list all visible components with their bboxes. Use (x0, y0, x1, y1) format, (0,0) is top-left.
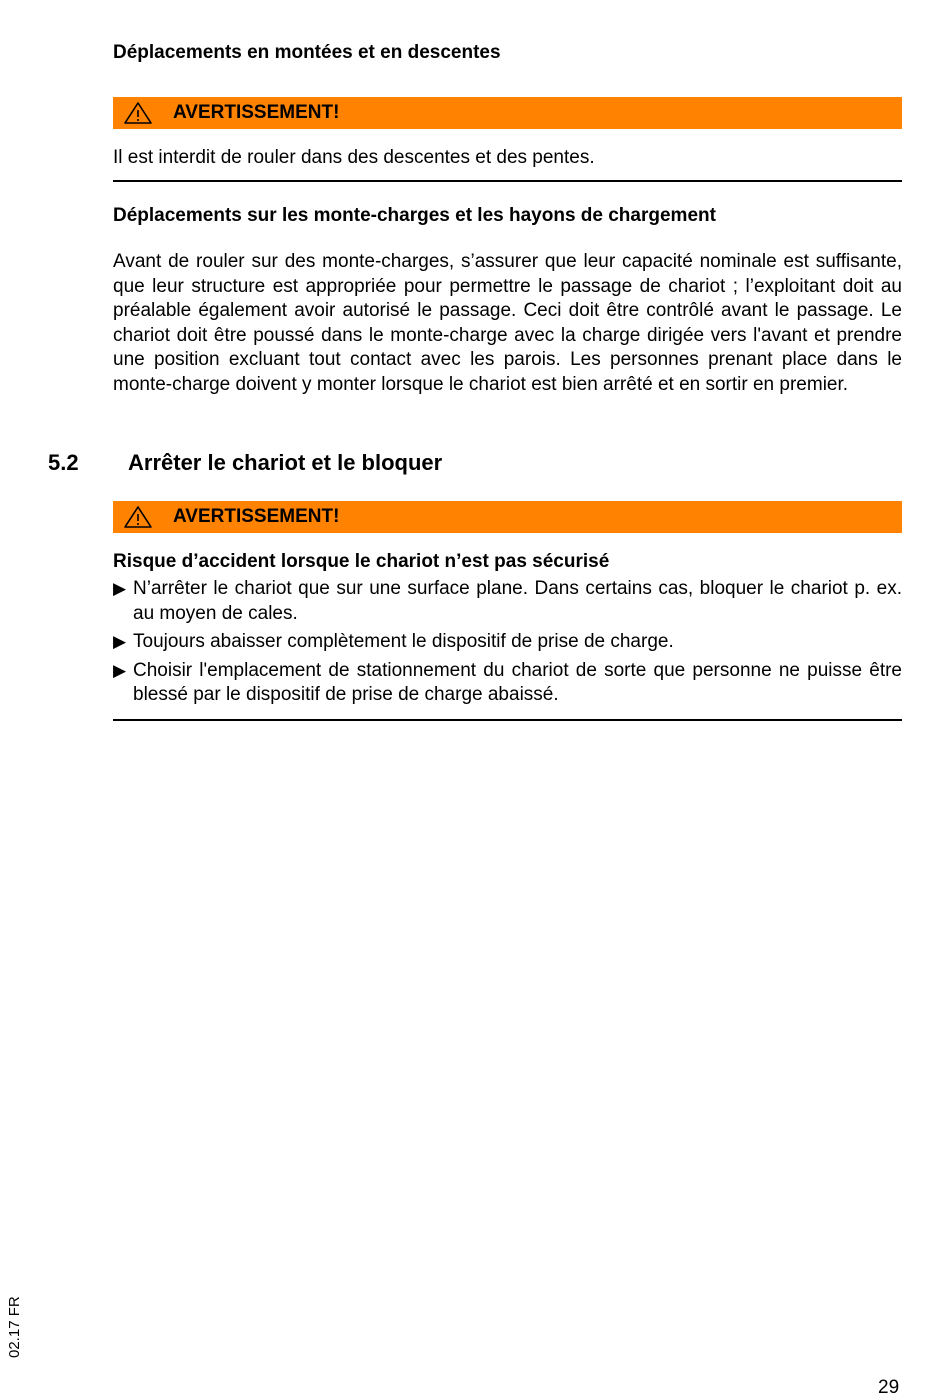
divider (113, 719, 902, 721)
warning-triangle-icon (123, 505, 153, 529)
warning-label: AVERTISSEMENT! (173, 102, 340, 123)
section-title: Arrêter le chariot et le bloquer (128, 450, 443, 475)
page-number: 29 (878, 1377, 900, 1398)
warning-label: AVERTISSEMENT! (173, 506, 340, 527)
heading-montees-descentes: Déplacements en montées et en descentes (113, 42, 501, 63)
bullet-arrow-icon: ▶ (113, 632, 127, 651)
paragraph-container (113, 250, 902, 397)
footer-date: 02.17 FR (6, 1296, 23, 1358)
divider (113, 180, 902, 182)
warning-triangle-icon (123, 101, 153, 125)
list-item-text: Toujours abaisser complètement le dispositif de prise de charge. (133, 631, 674, 652)
list-item (113, 630, 902, 655)
list-item-text: Choisir l'emplacement de stationnement du chariot de sorte que personne ne puisse être blessé par le dispositif de prise de charge abaissé. (133, 659, 902, 705)
risk-heading: Risque d’accident lorsque le chariot n’est pas sécurisé (113, 551, 610, 572)
heading-monte-charges: Déplacements sur les monte-charges et les hayons de chargement (113, 205, 716, 226)
warning-banner-2 (113, 501, 902, 533)
list-item-text: N’arrêter le chariot que sur une surface plane. Dans certains cas, bloquer le chariot p. ex. au moyen de cales. (133, 578, 902, 624)
list-item (113, 659, 902, 708)
section-number: 5.2 (48, 450, 79, 475)
warning-text-pentes: Il est interdit de rouler dans des descentes et des pentes. (113, 147, 595, 168)
list-item (113, 577, 902, 626)
instruction-list (113, 577, 902, 712)
warning-banner-1 (113, 97, 902, 129)
bullet-arrow-icon: ▶ (113, 660, 127, 680)
paragraph-monte-charges: Avant de rouler sur des monte-charges, s’assurer que leur capacité nominale est suffisante, que leur structure est appropriée pour permettre le passage de chariot ; l’exploitant doit au préalable également avoir autorisé le passage. Ceci doit être contrôlé avant le passage. Le chariot doit être poussé dans le monte-charge avec la charge dirigée vers l'avant et prendre une position excluant tout contact avec les parois. Les personnes prenant place dans le monte-charge doivent y monter lorsque le chariot est bien arrêté et en sortir en premier. (113, 251, 902, 395)
bullet-arrow-icon: ▶ (113, 579, 127, 598)
